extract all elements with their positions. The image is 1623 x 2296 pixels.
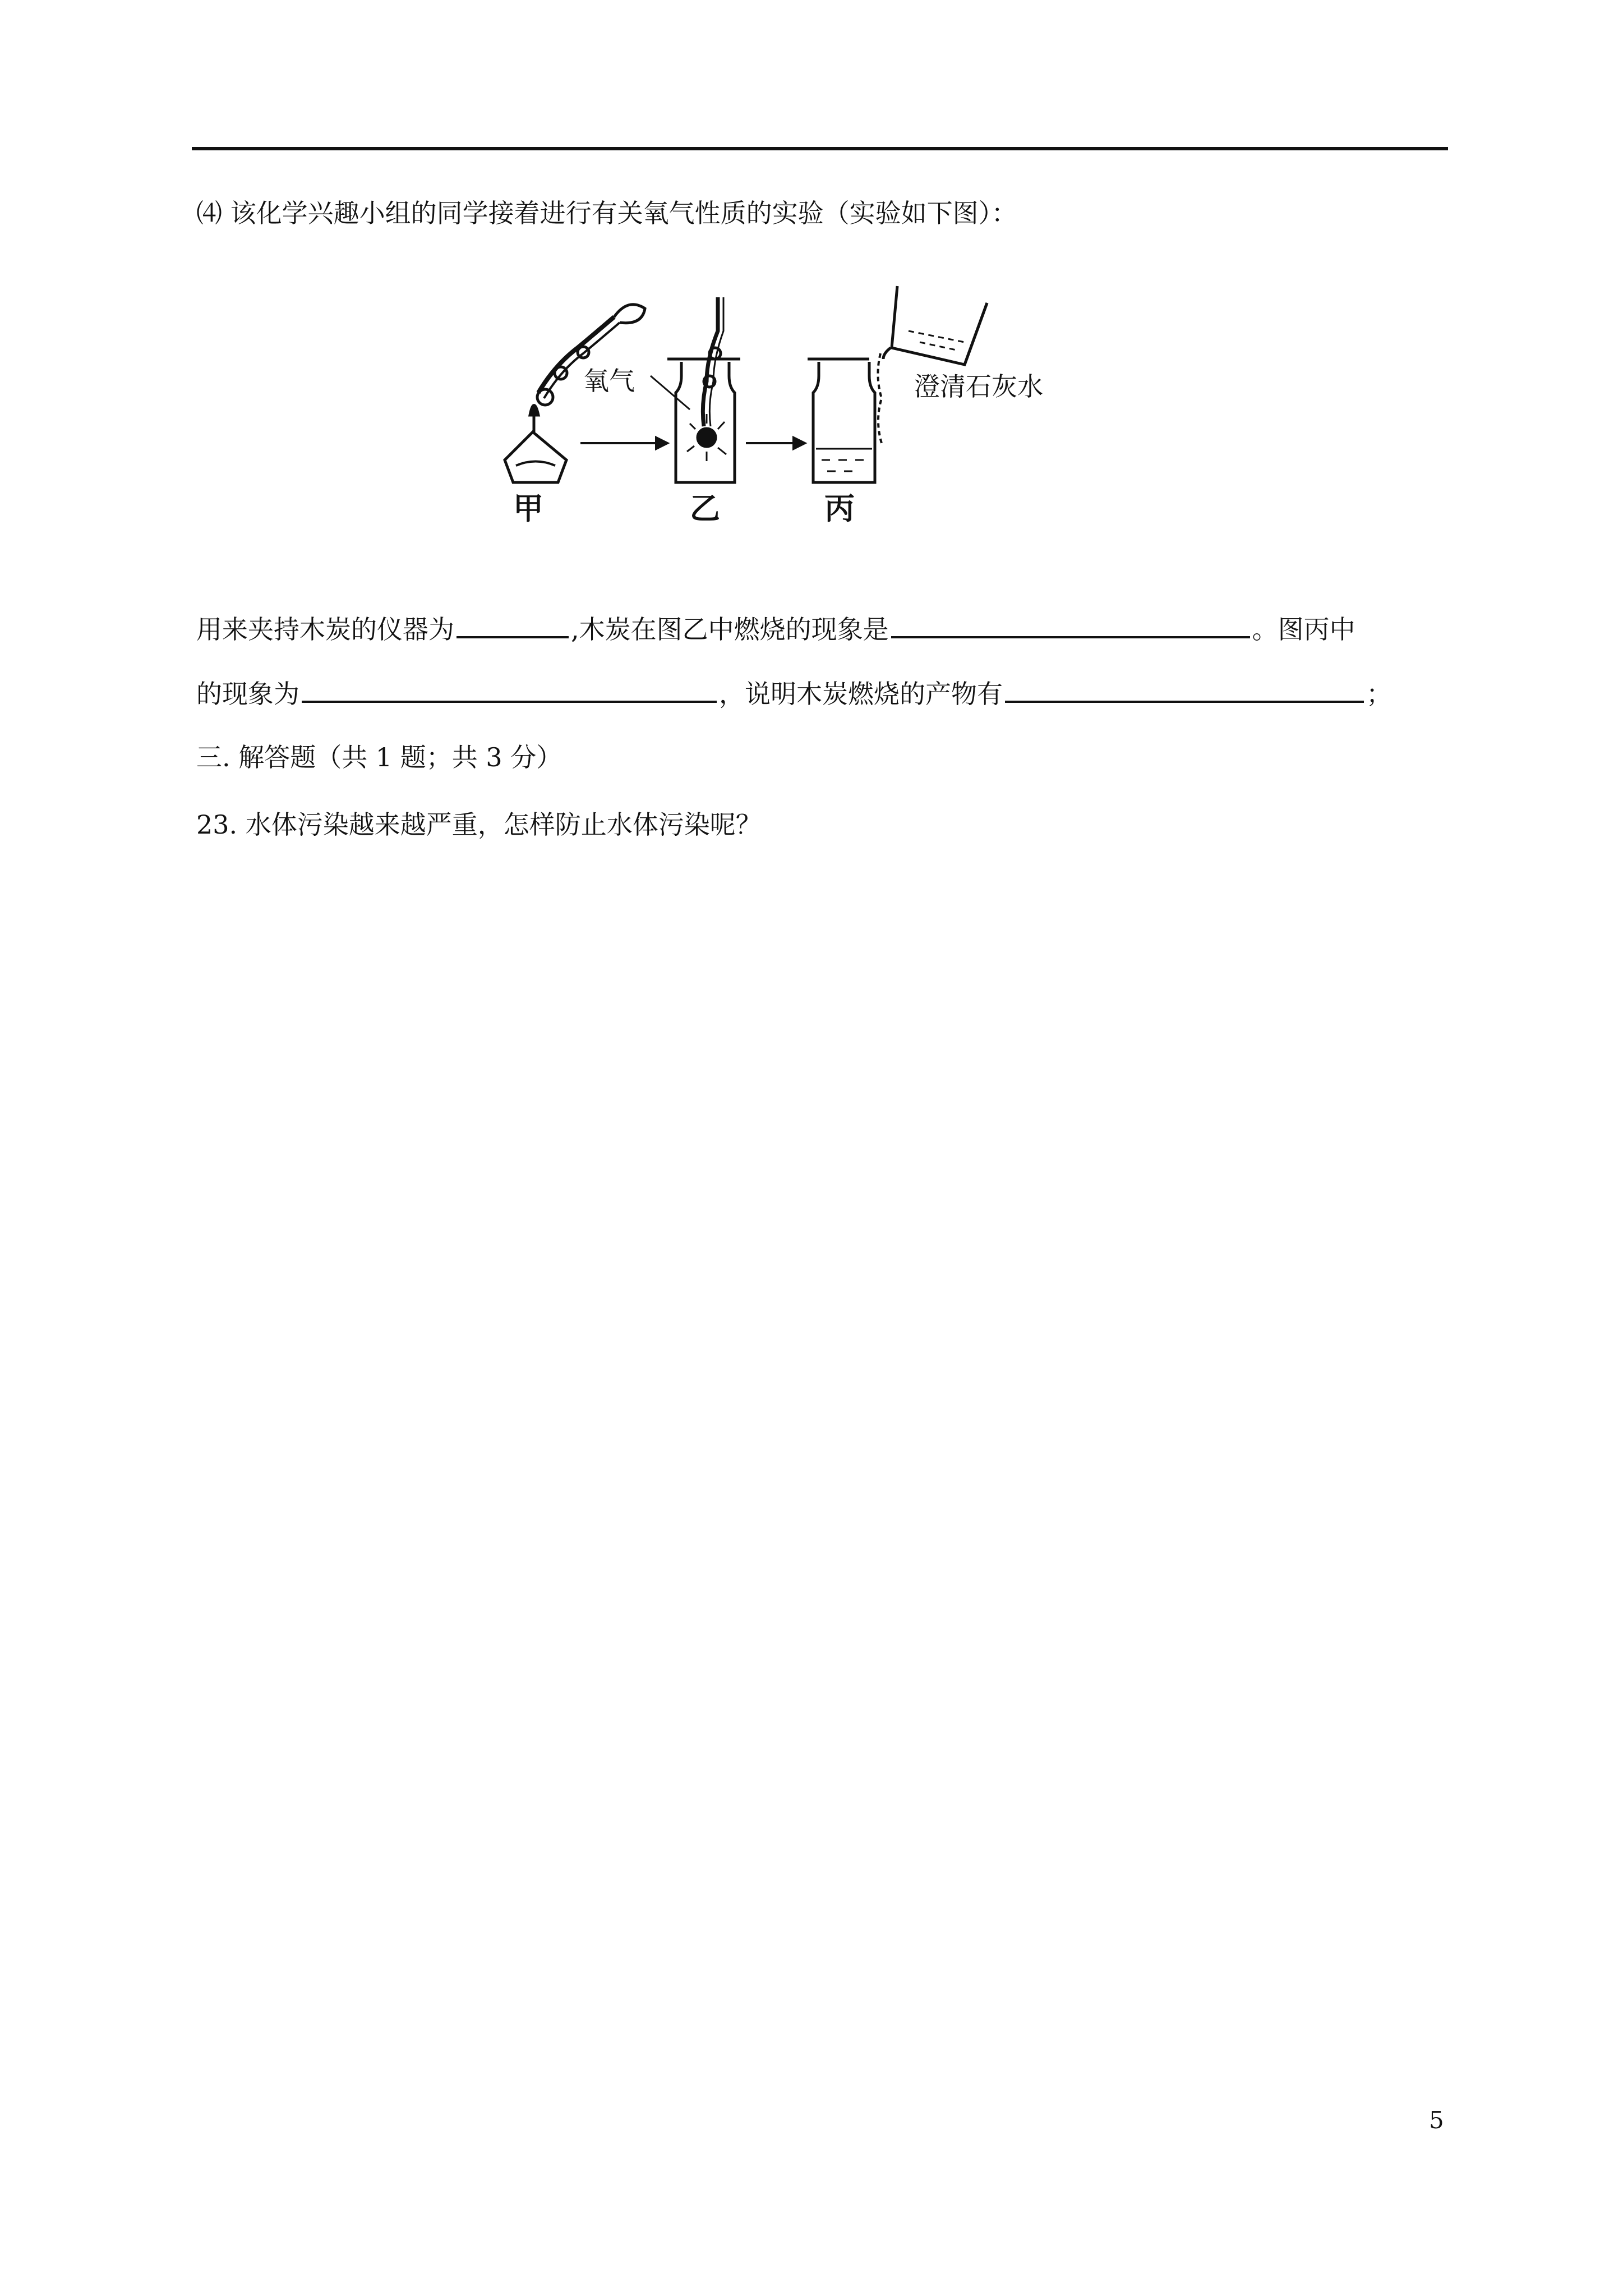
limewater-jar-drawing	[808, 353, 882, 482]
answer-blank-instrument[interactable]	[457, 611, 569, 638]
experiment-diagram	[482, 264, 1110, 533]
fill-in-text-2b: ，说明木炭燃烧的产物有	[719, 679, 1003, 709]
fill-in-text-2c: ；	[1366, 679, 1392, 709]
label-yi: 乙	[690, 491, 720, 526]
beaker-drawing	[883, 286, 987, 365]
label-jia: 甲	[513, 491, 543, 526]
answer-blank-combustion-phenomenon[interactable]	[891, 611, 1250, 638]
question-4-intro: ⑷ 该化学兴趣小组的同学接着进行有关氧气性质的实验（实验如下图）：	[196, 198, 1017, 228]
header-rule	[192, 147, 1448, 150]
answer-blank-bing-phenomenon[interactable]	[302, 676, 717, 703]
question-23: 23. 水体污染越来越严重，怎样防止水体污染呢？	[196, 809, 762, 840]
experiment-figure	[482, 264, 1110, 533]
fill-in-text-1b: ,木炭在图乙中燃烧的现象是	[571, 614, 889, 645]
arrow-2	[746, 438, 805, 449]
limewater-label: 澄清石灰水	[914, 371, 1043, 402]
fill-in-line-1	[196, 611, 1355, 646]
fill-in-text-1c: 。图丙中	[1252, 614, 1355, 645]
answer-blank-product[interactable]	[1005, 676, 1364, 703]
section-3-heading: 三. 解答题（共 1 题；共 3 分）	[196, 742, 562, 772]
page-number: 5	[1429, 2106, 1444, 2134]
label-bing: 丙	[824, 491, 855, 526]
fill-in-text-1a: 用来夹持木炭的仪器为	[196, 614, 454, 645]
fill-in-text-2a: 的现象为	[196, 679, 299, 709]
oxygen-jar-drawing	[651, 297, 740, 482]
oxygen-label: 氧气	[583, 366, 635, 396]
arrow-1	[580, 438, 667, 449]
fill-in-line-2	[196, 676, 1392, 711]
